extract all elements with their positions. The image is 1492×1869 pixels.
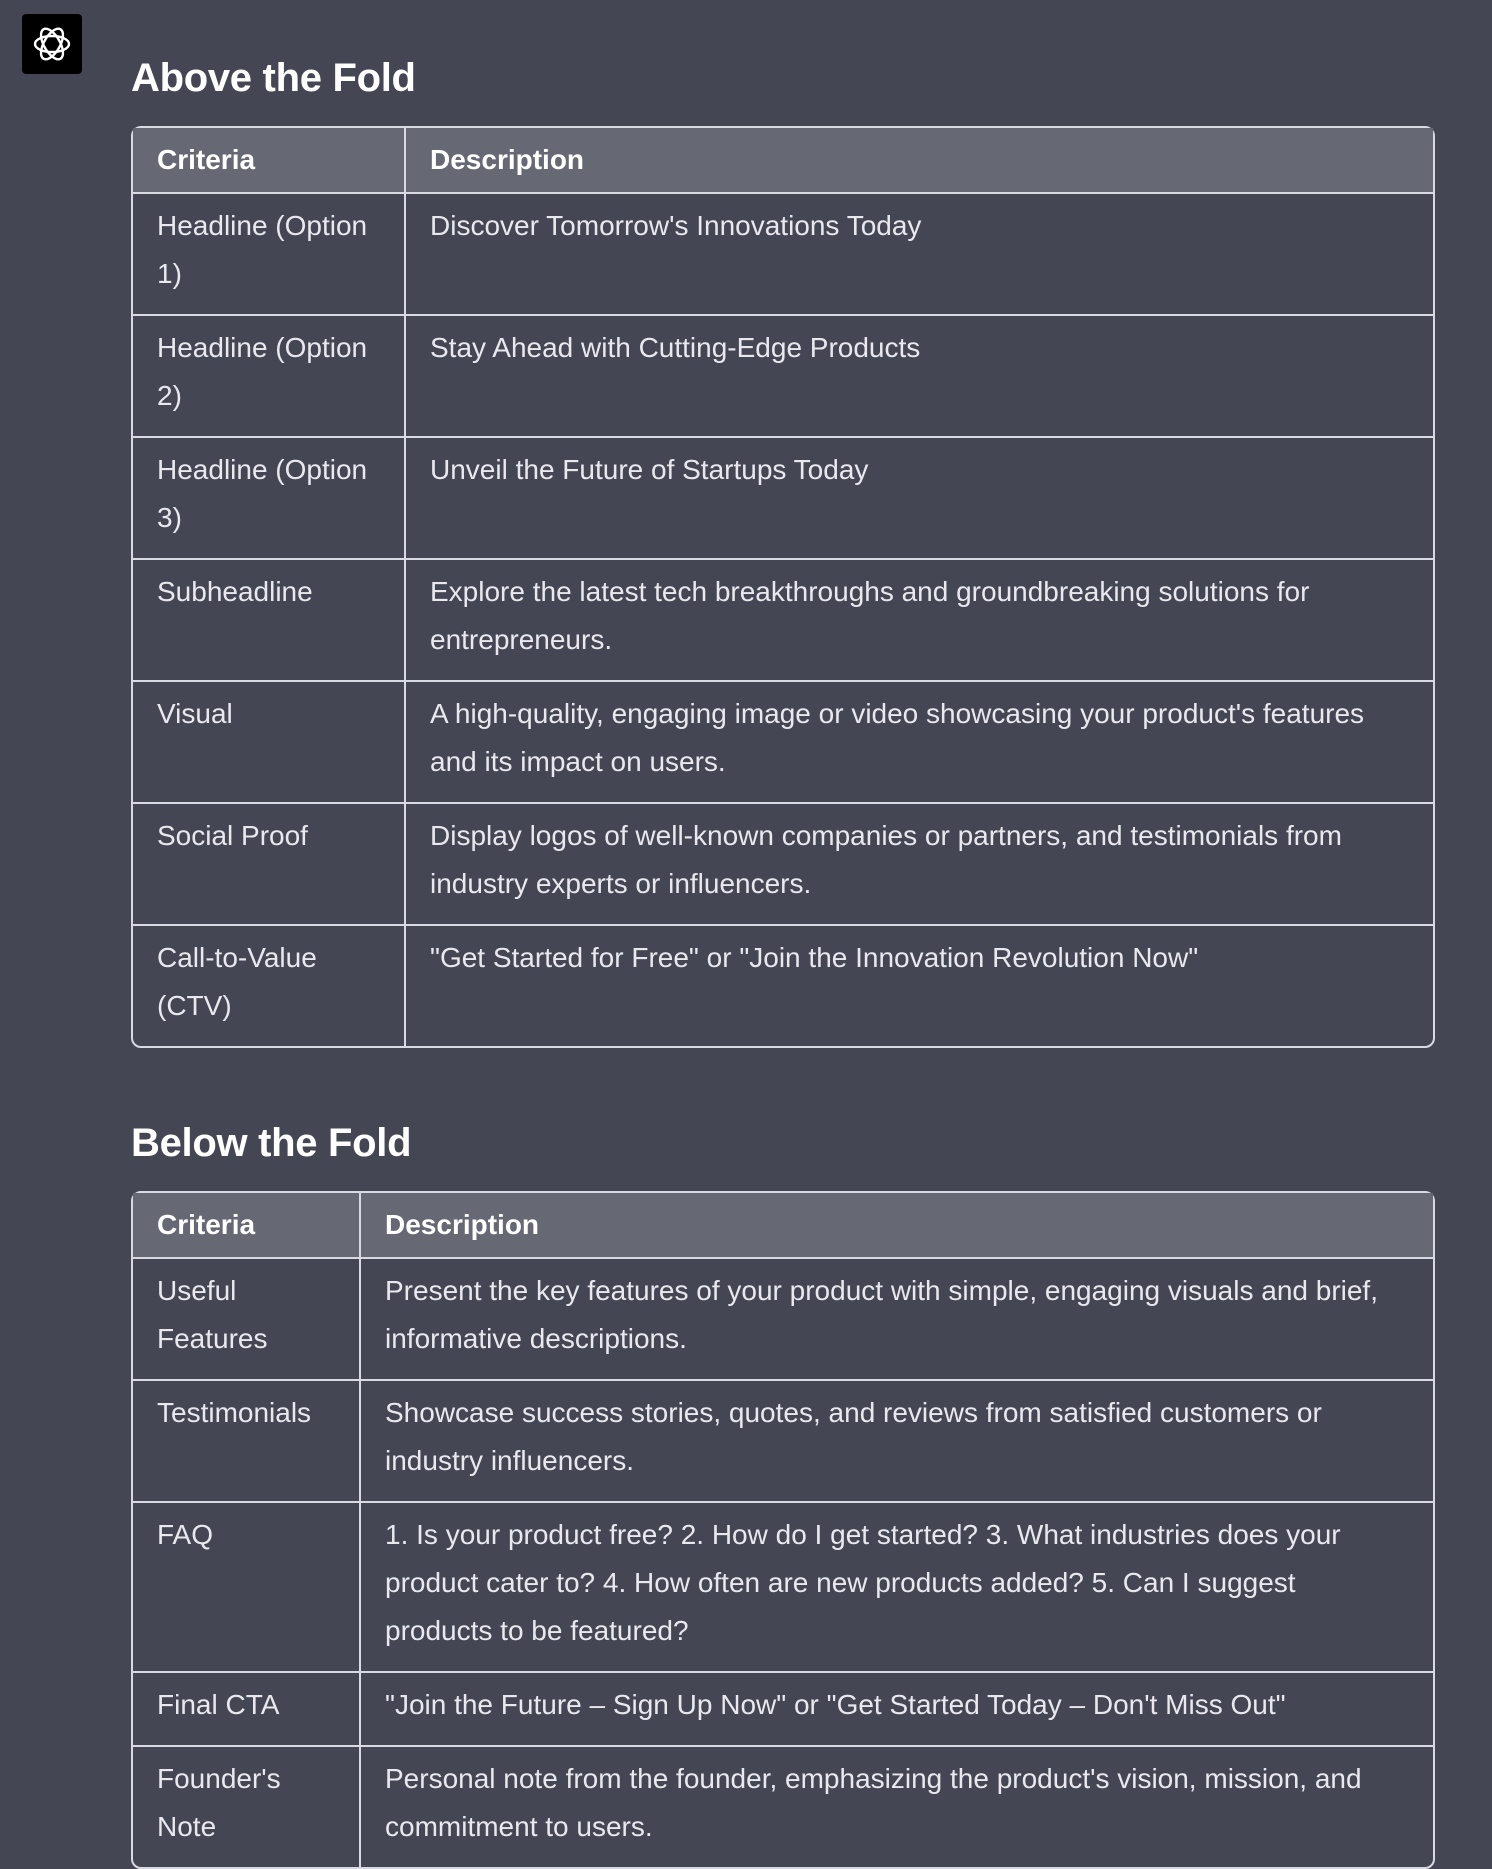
description-cell: Showcase success stories, quotes, and reviews from satisfied customers or industry influencers. bbox=[360, 1380, 1433, 1502]
table-below-fold bbox=[131, 1191, 1435, 1869]
table-row bbox=[133, 315, 1433, 437]
description-cell: "Get Started for Free" or "Join the Innovation Revolution Now" bbox=[405, 925, 1433, 1046]
section-title-above-fold: Above the Fold bbox=[131, 56, 416, 100]
description-cell: Display logos of well-known companies or partners, and testimonials from industry experts or influencers. bbox=[405, 803, 1433, 925]
table-row bbox=[133, 559, 1433, 681]
criteria-cell: Social Proof bbox=[133, 803, 405, 925]
table-header-row bbox=[133, 1193, 1433, 1258]
description-cell: 1. Is your product free? 2. How do I get started? 3. What industries does your product cater to? 4. How often are new products added? 5. Can I suggest products to be featured? bbox=[360, 1502, 1433, 1672]
table-row bbox=[133, 193, 1433, 315]
column-header-description: Description bbox=[360, 1193, 1433, 1258]
avatar bbox=[22, 14, 82, 74]
message-content bbox=[131, 50, 1435, 1869]
table-row bbox=[133, 1746, 1433, 1867]
table-row bbox=[133, 1502, 1433, 1672]
criteria-cell: Subheadline bbox=[133, 559, 405, 681]
description-cell: Personal note from the founder, emphasizing the product's vision, mission, and commitment to users. bbox=[360, 1746, 1433, 1867]
section-title-below-fold: Below the Fold bbox=[131, 1121, 412, 1165]
description-cell: "Join the Future – Sign Up Now" or "Get Started Today – Don't Miss Out" bbox=[360, 1672, 1433, 1746]
table-row bbox=[133, 1258, 1433, 1380]
criteria-cell: Testimonials bbox=[133, 1380, 360, 1502]
column-header-description: Description bbox=[405, 128, 1433, 193]
table-row bbox=[133, 803, 1433, 925]
description-cell: Present the key features of your product with simple, engaging visuals and brief, informative descriptions. bbox=[360, 1258, 1433, 1380]
description-cell: Stay Ahead with Cutting-Edge Products bbox=[405, 315, 1433, 437]
table-row bbox=[133, 681, 1433, 803]
column-header-criteria: Criteria bbox=[133, 1193, 360, 1258]
criteria-cell: Headline (Option 3) bbox=[133, 437, 405, 559]
openai-logo-icon bbox=[30, 22, 74, 66]
table-row bbox=[133, 925, 1433, 1046]
criteria-cell: Headline (Option 2) bbox=[133, 315, 405, 437]
table-above-fold bbox=[131, 126, 1435, 1048]
table-header-row bbox=[133, 128, 1433, 193]
criteria-cell: Final CTA bbox=[133, 1672, 360, 1746]
criteria-cell: Visual bbox=[133, 681, 405, 803]
criteria-cell: FAQ bbox=[133, 1502, 360, 1672]
description-cell: A high-quality, engaging image or video showcasing your product's features and its impact on users. bbox=[405, 681, 1433, 803]
criteria-cell: Call-to-Value (CTV) bbox=[133, 925, 405, 1046]
table-row bbox=[133, 1672, 1433, 1746]
criteria-cell: Founder's Note bbox=[133, 1746, 360, 1867]
table-row bbox=[133, 437, 1433, 559]
description-cell: Explore the latest tech breakthroughs and groundbreaking solutions for entrepreneurs. bbox=[405, 559, 1433, 681]
description-cell: Discover Tomorrow's Innovations Today bbox=[405, 193, 1433, 315]
column-header-criteria: Criteria bbox=[133, 128, 405, 193]
table-row bbox=[133, 1380, 1433, 1502]
criteria-cell: Headline (Option 1) bbox=[157, 210, 368, 289]
criteria-cell: Useful Features bbox=[157, 1275, 268, 1354]
description-cell: Unveil the Future of Startups Today bbox=[405, 437, 1433, 559]
